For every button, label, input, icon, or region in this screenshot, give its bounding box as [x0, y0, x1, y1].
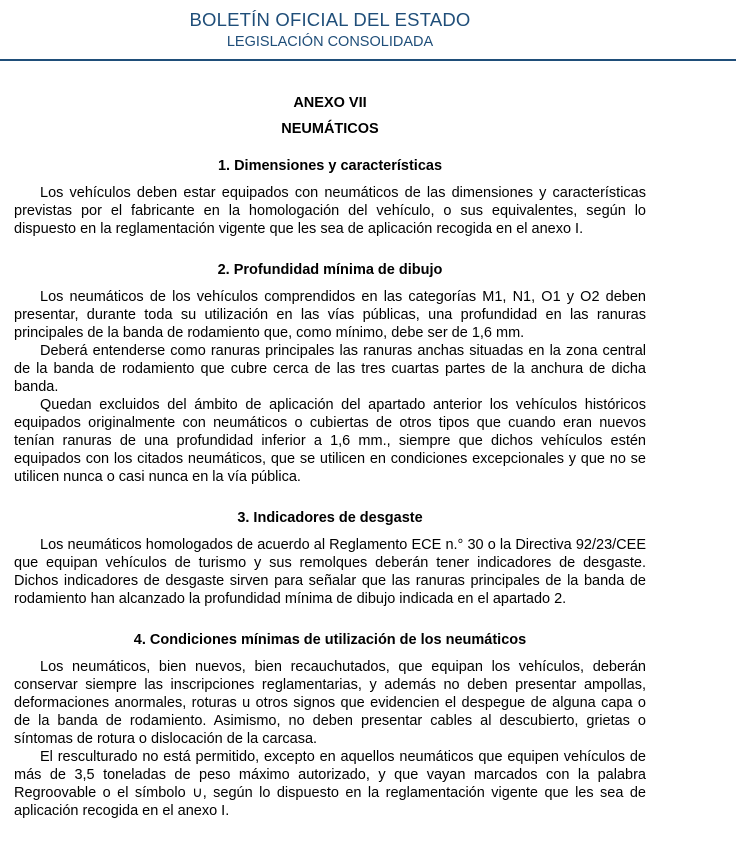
paragraph: Los neumáticos homologados de acuerdo al Reglamento ECE n.° 30 o la Directiva 92/23/CEE que equipan vehículos de turismo y sus remolques deberán tener indicadores de desgaste. Dichos indicadores de desgaste sirven para señalar que las ranuras principales de la banda de rodamiento han alcanzado la profundidad mínima de dibujo indicada en el apartado 2.	[14, 537, 646, 607]
header-divider	[0, 59, 736, 61]
section-heading: 1. Dimensiones y características	[217, 158, 443, 174]
paragraph: Los neumáticos de los vehículos comprendidos en las categorías M1, N1, O1 y O2 deben presentar, durante toda su utilización en las vías públicas, una profundidad en las ranuras principales de la banda de rodamiento que, como mínimo, debe ser de 1,6 mm.	[14, 289, 646, 341]
section-minimum-conditions	[14, 631, 646, 820]
header-title: BOLETÍN OFICIAL DEL ESTADO	[189, 9, 471, 30]
annex-title: ANEXO VII	[293, 95, 367, 111]
document-body	[14, 95, 646, 820]
annex-subtitle: NEUMÁTICOS	[281, 121, 379, 137]
header-subtitle: LEGISLACIÓN CONSOLIDADA	[226, 34, 434, 50]
section-heading: 3. Indicadores de desgaste	[237, 510, 423, 526]
paragraph: El resculturado no está permitido, excepto en aquellos neumáticos que equipen vehículos de más de 3,5 toneladas de peso máximo autorizado, y que vayan marcados con la palabra Regroovable o el símbolo ∪, según lo dispuesto en la reglamentación vigente que les sea de aplicación recogida en el anexo I.	[14, 749, 646, 819]
paragraph: Quedan excluidos del ámbito de aplicación del apartado anterior los vehículos históricos equipados originalmente con neumáticos o cubiertas de otros tipos que cuando eran nuevos tenían ranuras de una profundidad inferior a 1,6 mm., siempre que dichos vehículos estén equipados con los citados neumáticos, que se utilicen en condiciones excepcionales y que no se utilicen nunca o casi nunca en la vía pública.	[14, 397, 646, 485]
section-wear-indicators	[14, 509, 646, 608]
section-tread-depth	[14, 261, 646, 486]
section-heading: 4. Condiciones mínimas de utilización de los neumáticos	[133, 632, 527, 648]
paragraph: Los neumáticos, bien nuevos, bien recauchutados, que equipan los vehículos, deberán conservar siempre las inscripciones reglamentarias, y además no deben presentar ampollas, deformaciones anormales, roturas u otros signos que evidencien el despegue de alguna capa o de la banda de rodamiento. Asimismo, no deben presentar cables al descubierto, grietas o síntomas de rotura o dislocación de la carcasa.	[14, 659, 646, 747]
section-heading: 2. Profundidad mínima de dibujo	[217, 262, 443, 278]
paragraph: Los vehículos deben estar equipados con neumáticos de las dimensiones y características previstas por el fabricante en la homologación del vehículo, o sus equivalentes, según lo dispuesto en la reglamentación vigente que les sea de aplicación recogida en el anexo I.	[14, 185, 646, 237]
document-header	[0, 0, 736, 60]
paragraph: Deberá entenderse como ranuras principales las ranuras anchas situadas en la zona central de la banda de rodamiento que cubre cerca de las tres cuartas partes de la anchura de dicha banda.	[14, 343, 646, 395]
section-dimensions	[14, 157, 646, 238]
